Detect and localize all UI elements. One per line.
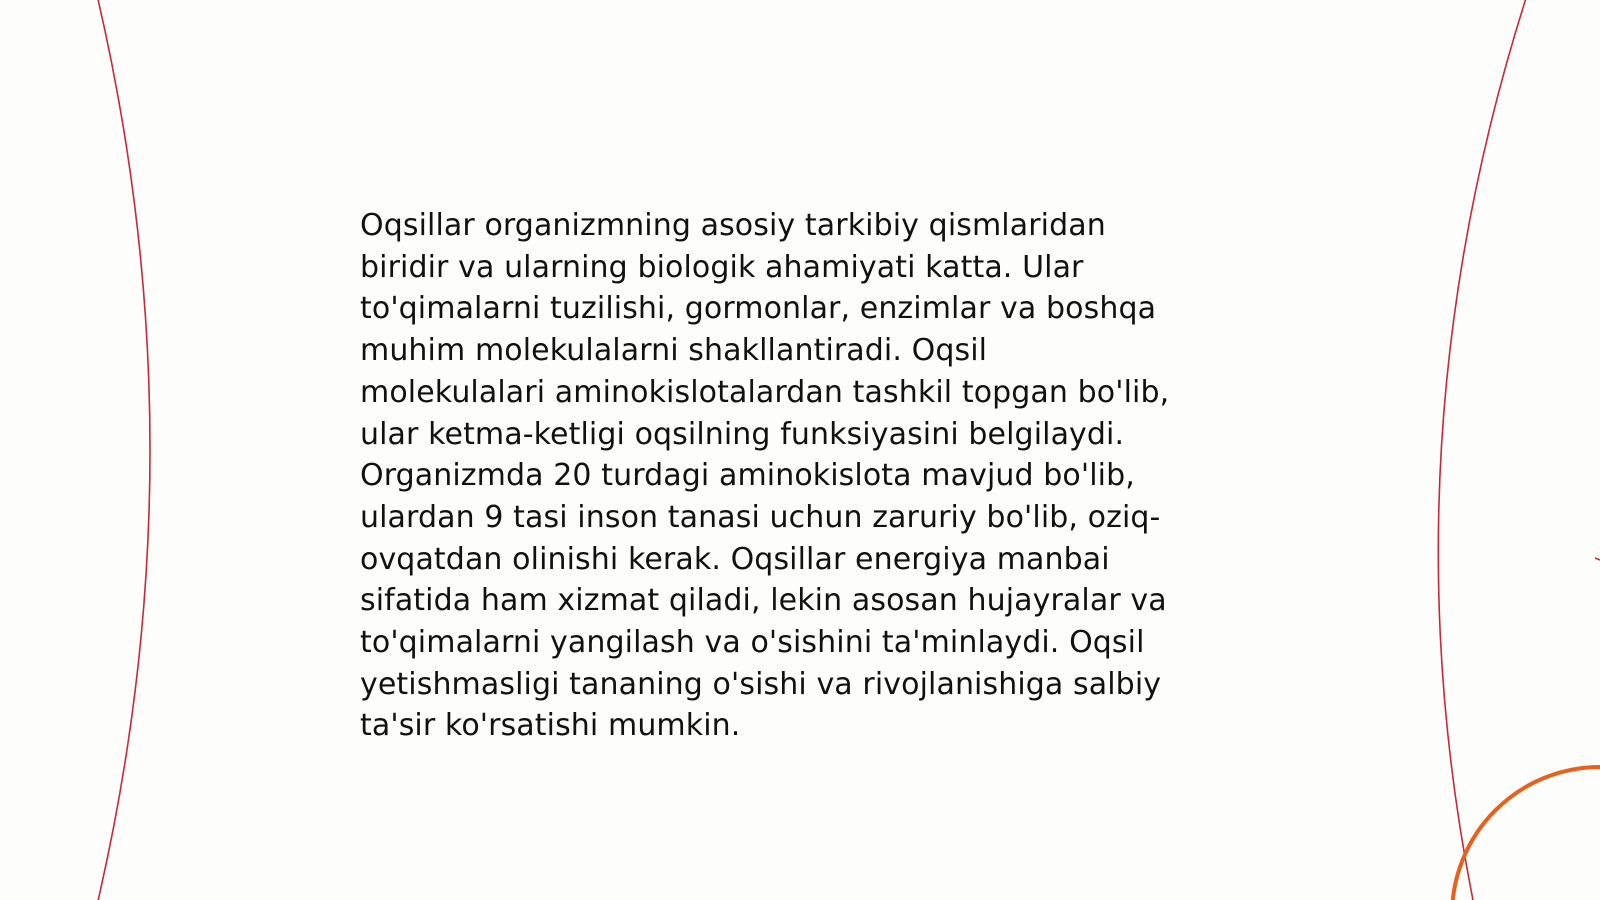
paragraph-line: molekulalari aminokislotalardan tashkil topgan bo'lib, — [360, 374, 1170, 410]
right-arc-decoration — [1438, 0, 1527, 900]
paragraph-line: Organizmda 20 turdagi aminokislota mavjud bo'lib, — [360, 458, 1135, 494]
left-arc-decoration — [97, 0, 150, 900]
paragraph-line: sifatida ham xizmat qiladi, lekin asosan hujayralar va — [360, 583, 1167, 619]
paragraph-line: to'qimalarni tuzilishi, gormonlar, enzimlar va boshqa — [360, 291, 1157, 327]
paragraph-line: biridir va ularning biologik ahamiyati katta. Ular — [360, 249, 1084, 285]
edge-tick-decoration — [1595, 558, 1600, 560]
corner-circle-decoration — [1452, 767, 1600, 900]
body-paragraph — [360, 205, 1240, 747]
paragraph-line: ular ketma-ketligi oqsilning funksiyasini belgilaydi. — [360, 416, 1125, 452]
paragraph-line: ta'sir ko'rsatishi mumkin. — [360, 708, 741, 744]
paragraph-line: Oqsillar organizmning asosiy tarkibiy qismlaridan — [360, 208, 1106, 243]
paragraph-line: ulardan 9 tasi inson tanasi uchun zaruriy bo'lib, oziq- — [360, 499, 1161, 535]
paragraph-line: muhim molekulalarni shakllantiradi. Oqsil — [360, 333, 988, 369]
paragraph-line: to'qimalarni yangilash va o'sishini ta'minlaydi. Oqsil — [360, 625, 1145, 661]
paragraph-line: yetishmasligi tananing o'sishi va rivojlanishiga salbiy — [360, 666, 1162, 702]
paragraph-line: ovqatdan olinishi kerak. Oqsillar energiya manbai — [360, 541, 1110, 577]
